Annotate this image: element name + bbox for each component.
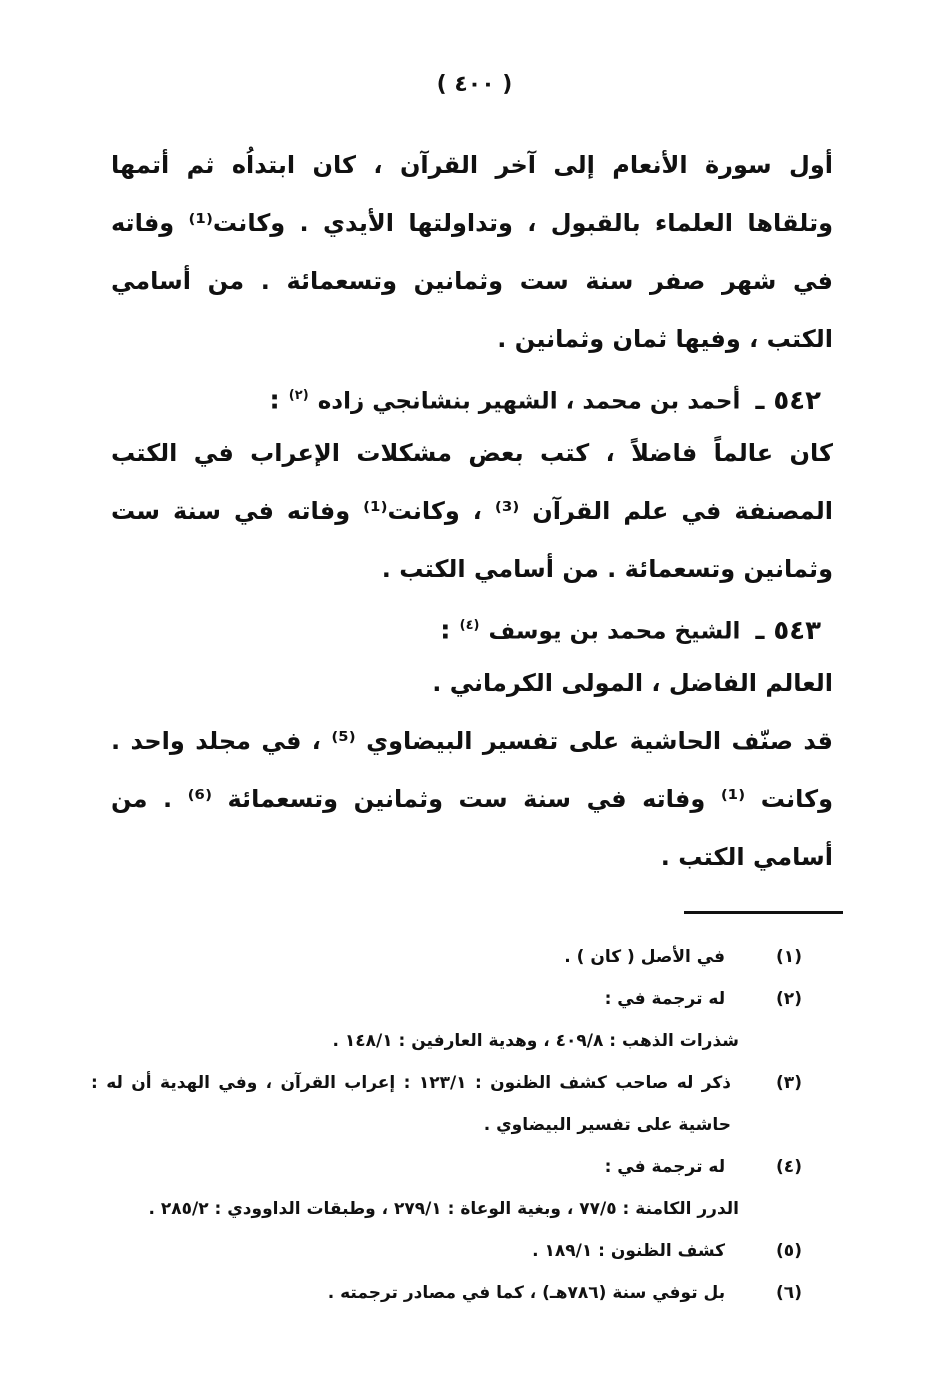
footnote-5-text: كشف الظنون : ١٨٩/١ . <box>532 1241 726 1261</box>
entry-542-number: ٥٤٢ ـ <box>755 385 821 416</box>
entry-542-text: كان عالماً فاضلاً ، كتب بعض مشكلات الإعراب في الكتب المصنفة في علم القرآن ⁽³⁾ ، وكانت⁽¹⁾ وفاته في سنة ست وثمانين وتسعمائة . من أسامي الكتب . <box>111 439 833 583</box>
footnote-1-text: في الأصل ( كان ) . <box>564 947 726 967</box>
footnote-1-number: (١) <box>776 947 802 967</box>
page-number: ( ٤٠٠ ) <box>436 72 513 97</box>
entry-543-text: قد صنّف الحاشية على تفسير البيضاوي ⁽⁵⁾ ، في مجلد واحد . وكانت ⁽¹⁾ وفاته في سنة ست وثمانين وتسعمائة ⁽⁶⁾ . من أسامي الكتب . <box>111 727 834 871</box>
entry-543-note-ref: (٤) <box>459 618 480 633</box>
footnote-divider <box>684 911 843 914</box>
footnote-3 <box>91 1062 821 1146</box>
entry-542-name: أحمد بن محمد ، الشهير بنشانجي زاده <box>317 388 741 415</box>
entry-542-colon: : <box>269 385 280 416</box>
entry-542-note-ref: (٢) <box>288 388 309 403</box>
footnote-1 <box>91 942 821 972</box>
continuation-paragraph: أول سورة الأنعام إلى آخر القرآن ، كان ابتداُه ثم أتمها وتلقاها العلماء بالقبول ، وتداولتها الأيدي . وكانت⁽¹⁾ وفاته في شهر صفر سنة ست وثمانين وتسعمائة . من أسامي الكتب ، وفيها ثمان وثمانين . <box>111 151 833 353</box>
footnote-6-number: (٦) <box>776 1283 802 1303</box>
footnote-6 <box>91 1278 821 1308</box>
entry-543-colon: : <box>440 615 451 646</box>
footnote-3-number: (٣) <box>776 1073 802 1093</box>
footnote-2-sources: شذرات الذهب : ٤٠٩/٨ ، وهدية العارفين : ١٤٨/١ . <box>332 1031 739 1051</box>
footnote-4-number: (٤) <box>776 1157 802 1177</box>
entry-543-line1: العالم الفاضل ، المولى الكرماني . <box>432 669 833 697</box>
footnote-2-text: له ترجمة في : <box>604 989 726 1009</box>
footnote-2 <box>91 984 821 1014</box>
footnote-4-sources: الدرر الكامنة : ٧٧/٥ ، وبغية الوعاة : ٢٧٩/١ ، وطبقات الداوودي : ٢٨٥/٢ . <box>148 1199 739 1219</box>
footnote-5-number: (٥) <box>776 1241 802 1261</box>
entry-542-heading <box>101 376 821 422</box>
footnote-6-text: بل توفي سنة (٧٨٦هـ) ، كما في مصادر ترجمته . <box>327 1283 726 1303</box>
footnote-5 <box>91 1236 821 1266</box>
footnote-3-text: ذكر له صاحب كشف الظنون : ١٢٣/١ : إعراب القرآن ، وفي الهدية أن له : حاشية على تفسير البيضاوي . <box>91 1073 731 1135</box>
entry-543-number: ٥٤٣ ـ <box>755 615 821 646</box>
footnote-4-text: له ترجمة في : <box>604 1157 726 1177</box>
entry-543-heading <box>101 606 821 652</box>
entry-543-name: الشيخ محمد بن يوسف <box>488 618 741 645</box>
footnote-4 <box>91 1152 821 1182</box>
footnote-2-number: (٢) <box>776 989 802 1009</box>
